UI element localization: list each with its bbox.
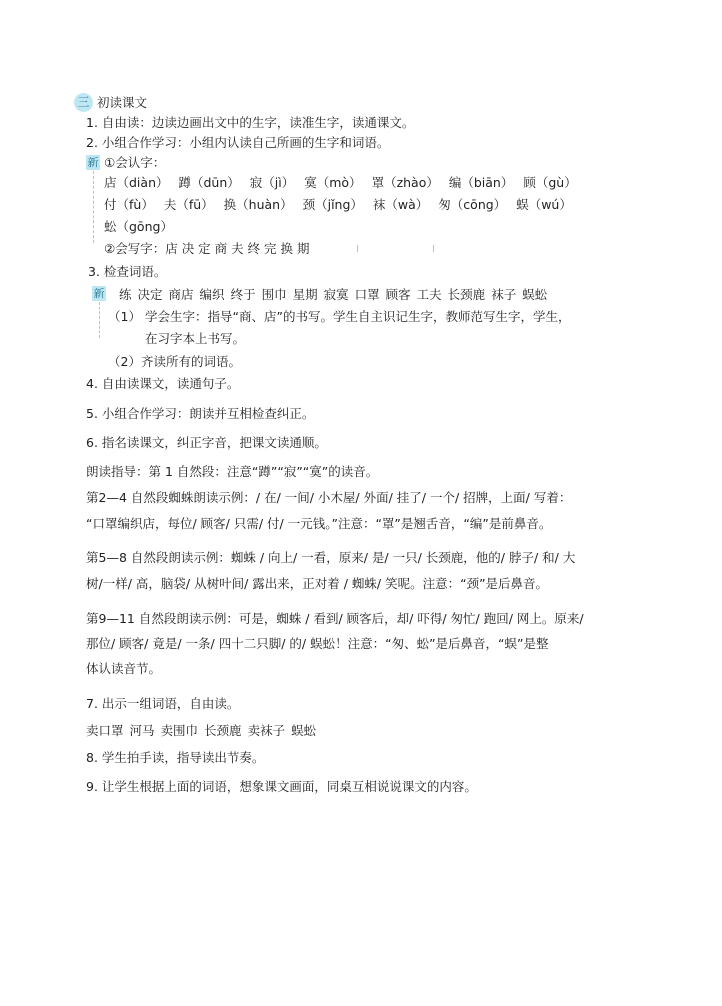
word-item: 练 [119, 287, 132, 302]
step-7: 7. 出示一组词语，自由读。 [86, 696, 240, 711]
write-chars: 店 决 定 商 夫 终 完 换 期 [165, 241, 310, 256]
write-tick-mark [357, 245, 358, 252]
write-tick-mark [433, 245, 434, 252]
reading-guide-1: 朗读指导：第 1 自然段：注意“蹲”“寂”“寞”的读音。 [86, 464, 379, 479]
pinyin-item: 罩（zhào） [371, 175, 439, 190]
sub-step-1-line-1: 学会生字：指导“商、店”的书写。学生自主识记生字，教师范写生字，学生， [145, 309, 571, 324]
pinyin-row-1 [104, 175, 587, 191]
sub-step-1-number: （1） [108, 309, 141, 324]
sub-step-1-line-2: 在习字本上书写。 [145, 331, 246, 346]
word-item: 工夫 [416, 287, 442, 302]
step-6: 6. 指名读课文，纠正字音，把课文读通顺。 [86, 435, 327, 450]
word-group-item: 河马 [129, 723, 155, 738]
word-item: 围巾 [261, 287, 287, 302]
reading-guide-2-line-2: “口罩编织店，每位/ 顾客/ 只需/ 付/ 一元钱。”注意：“罩”是翘舌音，“编”是前鼻音。 [86, 516, 552, 531]
word-item: 蜈蚣 [522, 287, 548, 302]
step-2: 2. 小组合作学习：小组内认读自己所画的生字和词语。 [86, 135, 390, 150]
pinyin-row-3: 蚣（gōng） [104, 219, 173, 234]
section-number-badge: 三 [74, 93, 93, 112]
dashed-guide-2 [99, 302, 100, 338]
word-item: 袜子 [491, 287, 517, 302]
pinyin-item: 寞（mò） [304, 175, 362, 190]
word-item: 寂寞 [323, 287, 349, 302]
pinyin-item: 付（fù） [104, 197, 154, 212]
word-list [119, 287, 553, 303]
pinyin-item: 顾（gù） [523, 175, 577, 190]
reading-guide-4-line-1: 第9—11 自然段朗读示例：可是，蜘蛛 / 看到/ 顾客后，却/ 吓得/ 匆忙/ 跑回/ 网上。原来/ [86, 611, 584, 626]
reading-guide-4-line-2: 那位/ 顾客/ 竟是/ 一条/ 四十二只脚/ 的/ 蜈蚣！注意：“匆、蚣”是后鼻音，“蜈”是整 [86, 636, 549, 651]
step-3: 3. 检查词语。 [88, 264, 167, 279]
section-title: 初读课文 [97, 95, 148, 110]
word-item: 口罩 [354, 287, 380, 302]
pinyin-item: 蹲（dūn） [178, 175, 240, 190]
pinyin-item: 寂（jì） [249, 175, 295, 190]
reading-guide-3-line-1: 第5—8 自然段朗读示例：蜘蛛 / 向上/ 一看，原来/ 是/ 一只/ 长颈鹿，他的/ 脖子/ 和/ 大 [86, 550, 576, 565]
pinyin-item: 夫（fū） [163, 197, 214, 212]
word-group-item: 卖口罩 [86, 723, 124, 738]
word-item: 顾客 [385, 287, 411, 302]
pinyin-item: 匆（cōng） [438, 197, 507, 212]
recognize-label: ①会认字： [104, 155, 166, 170]
word-item: 终于 [230, 287, 256, 302]
step-4: 4. 自由读课文，读通句子。 [86, 376, 240, 391]
reading-guide-3-line-2: 树/一样/ 高，脑袋/ 从树叶间/ 露出来，正对着 / 蜘蛛/ 笑呢。注意：“颈”是后鼻音。 [86, 576, 549, 591]
pinyin-item: 编（biān） [448, 175, 514, 190]
reading-guide-4-line-3: 体认读音节。 [86, 661, 162, 676]
word-item: 决定 [137, 287, 163, 302]
step-8: 8. 学生拍手读，指导读出节奏。 [86, 750, 265, 765]
word-item: 商店 [168, 287, 194, 302]
step-5: 5. 小组合作学习：朗读并互相检查纠正。 [86, 406, 315, 421]
word-group-item: 蜈蚣 [291, 723, 317, 738]
word-group-item: 卖围巾 [160, 723, 199, 738]
xin-tag-1: 新 [87, 156, 99, 169]
pinyin-item: 袜（wà） [372, 197, 429, 212]
write-row [104, 241, 310, 257]
write-label: ②会写字： [104, 241, 166, 256]
xin-tag-2: 新 [93, 287, 105, 300]
pinyin-row-2 [104, 197, 582, 213]
pinyin-item: 换（huàn） [223, 197, 293, 212]
word-item: 星期 [292, 287, 318, 302]
pinyin-item: 店（diàn） [104, 175, 169, 190]
word-item: 编织 [199, 287, 225, 302]
step-9: 9. 让学生根据上面的词语，想象课文画面，同桌互相说说课文的内容。 [86, 779, 477, 794]
word-group [86, 723, 322, 739]
word-item: 长颈鹿 [447, 287, 486, 302]
reading-guide-2-line-1: 第2—4 自然段蜘蛛朗读示例：/ 在/ 一间/ 小木屋/ 外面/ 挂了/ 一个/ 招牌，上面/ 写着： [86, 490, 572, 505]
pinyin-item: 蜈（wú） [516, 197, 572, 212]
step-1: 1. 自由读：边读边画出文中的生字，读准生字，读通课文。 [86, 115, 415, 130]
word-group-item: 卖袜子 [247, 723, 286, 738]
sub-step-2: （2）齐读所有的词语。 [108, 354, 241, 369]
word-group-item: 长颈鹿 [204, 723, 242, 738]
dashed-guide-1 [93, 171, 94, 243]
pinyin-item: 颈（jǐng） [302, 197, 363, 212]
